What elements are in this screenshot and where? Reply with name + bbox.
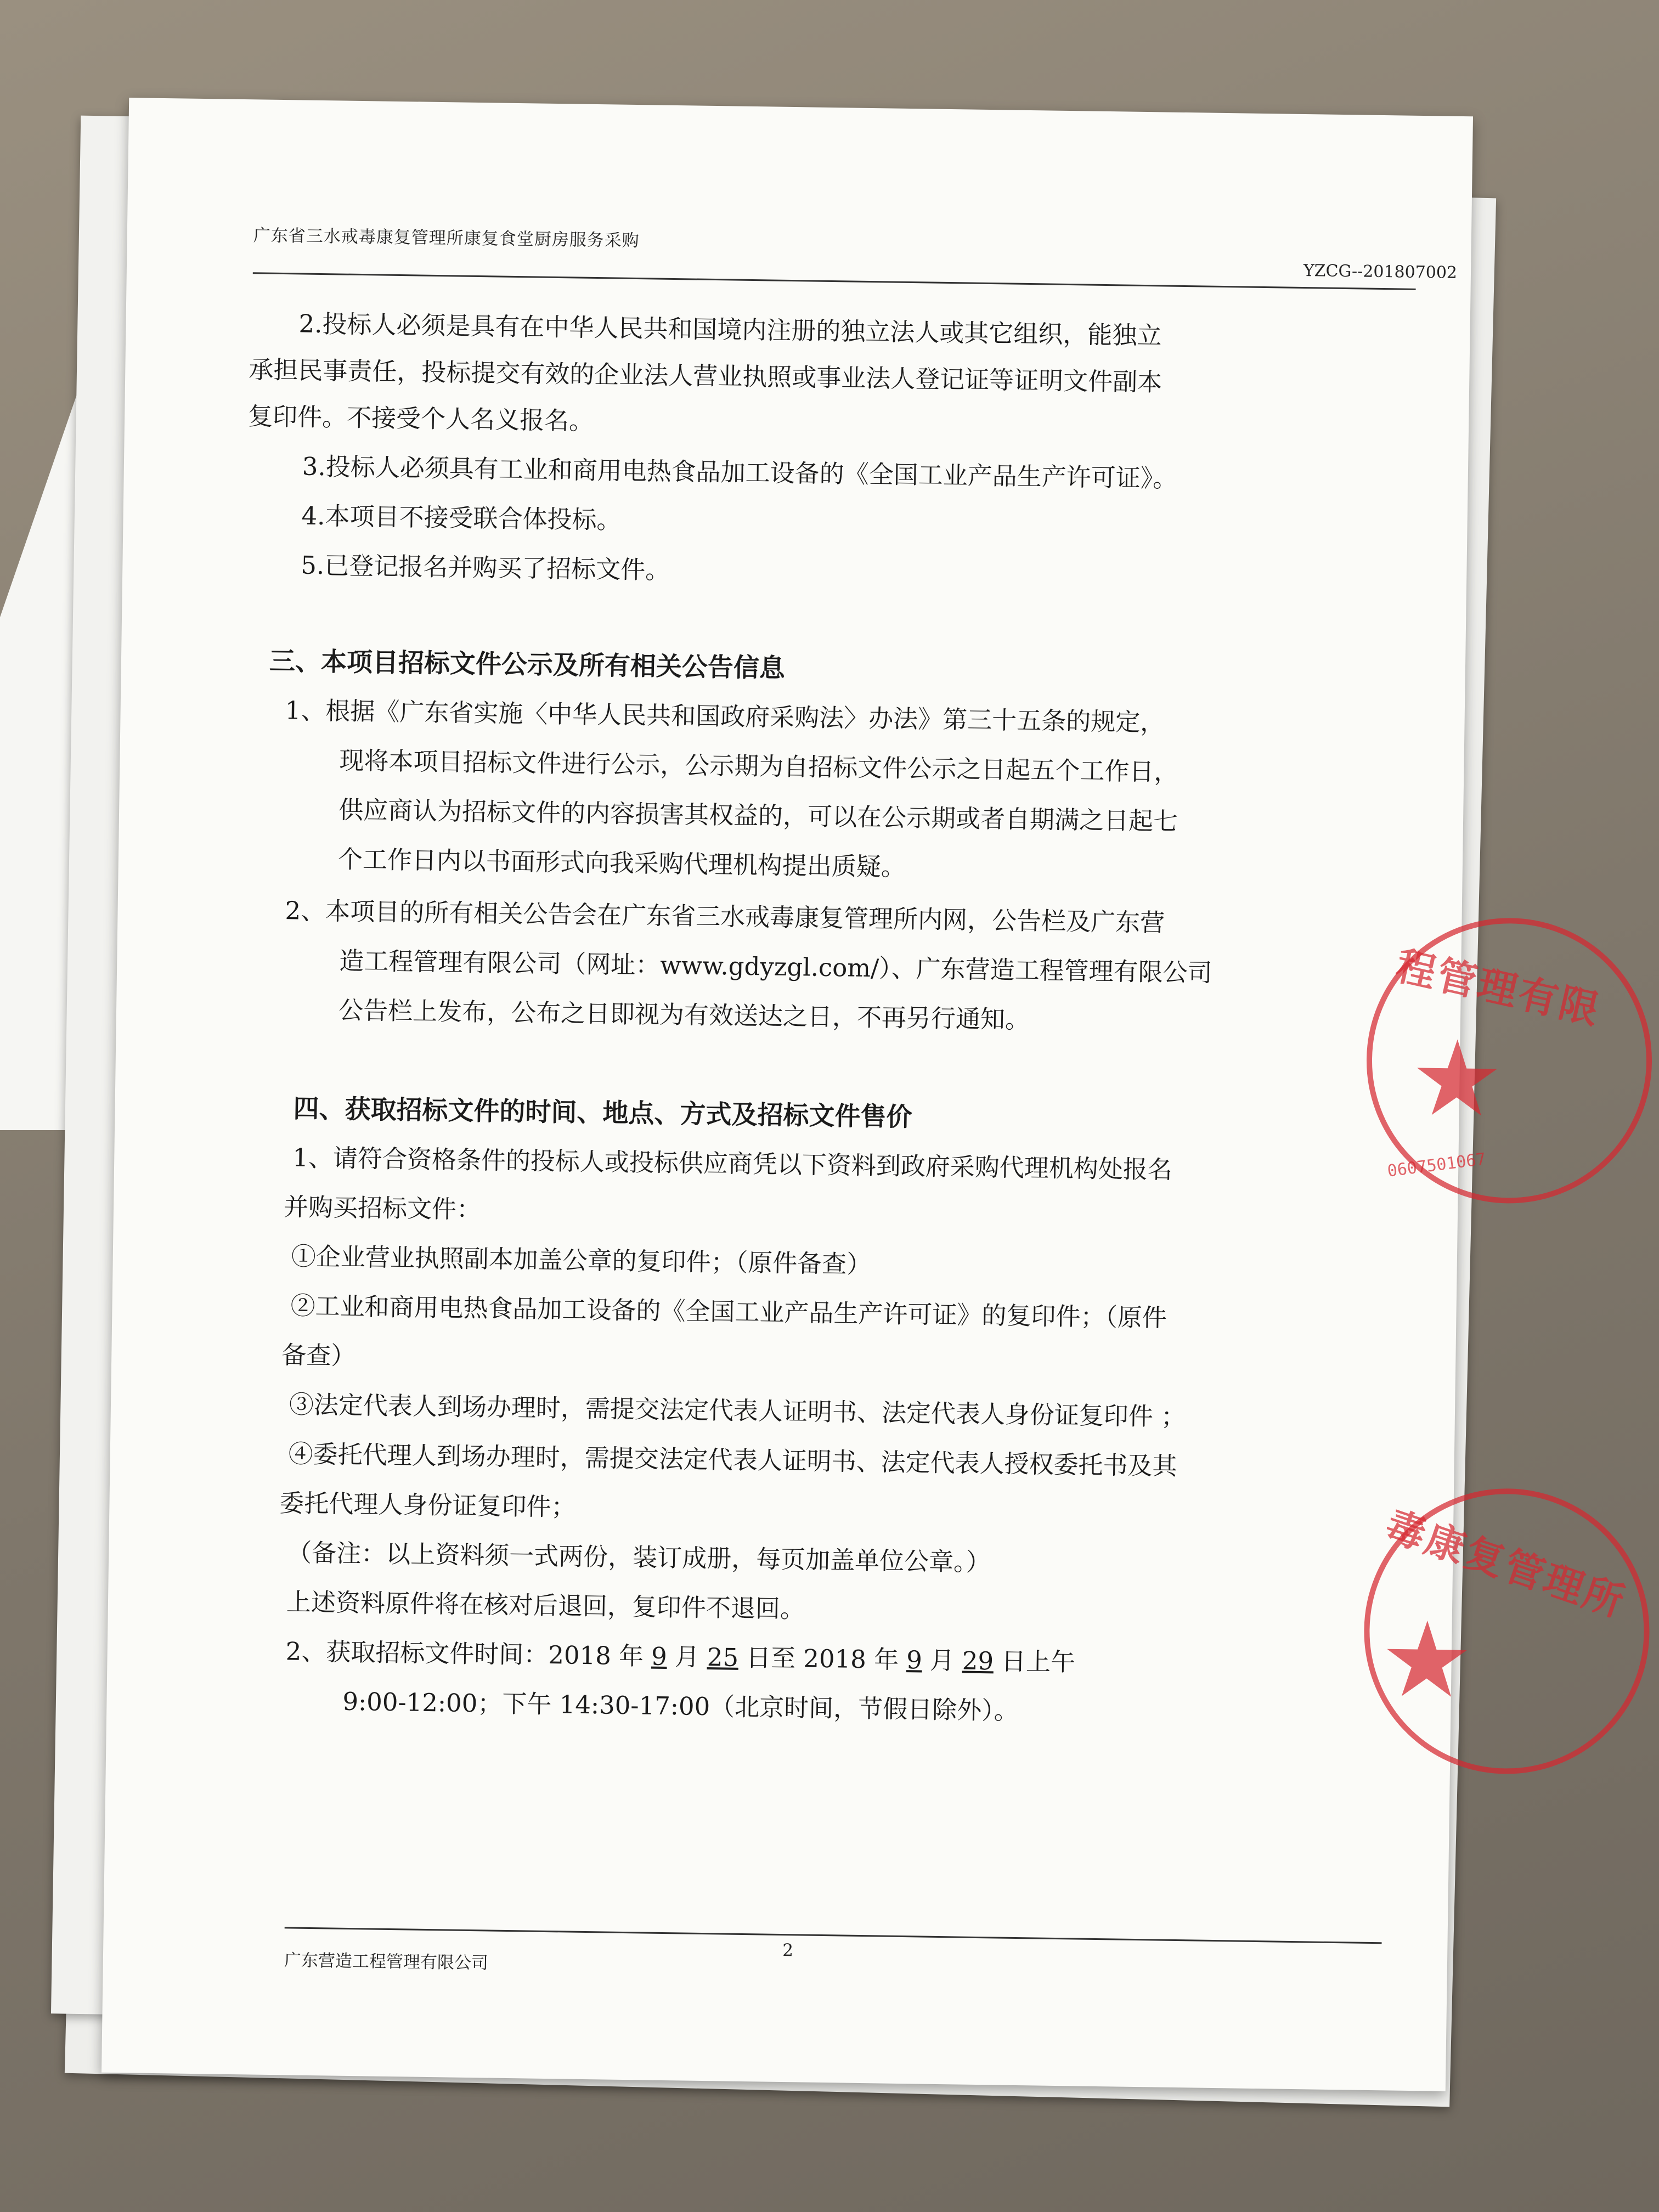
- header-title: 广东省三水戒毒康复管理所康复食堂厨房服务采购: [253, 225, 640, 251]
- date-range-prefix: 2、获取招标文件时间：2018 年: [285, 1637, 644, 1671]
- body-line: 并购买招标文件：: [283, 1192, 482, 1224]
- section-heading: 四、获取招标文件的时间、地点、方式及招标文件售价: [293, 1093, 912, 1133]
- star-icon: ★: [1409, 1017, 1505, 1141]
- body-line: ②工业和商用电热食品加工设备的《全国工业产品生产许可证》的复印件；（原件: [290, 1291, 1167, 1333]
- body-line: ①企业营业执照副本加盖公章的复印件；（原件备查）: [291, 1242, 872, 1279]
- header-code: YZCG--201807002: [1303, 261, 1458, 283]
- body-line: 5.已登记报名并购买了招标文件。: [301, 550, 670, 585]
- star-icon: ★: [1379, 1599, 1475, 1722]
- header-rule: [253, 272, 1416, 290]
- body-line: （备注：以上资料须一式两份，装订成册，每页加盖单位公章。）: [286, 1538, 991, 1577]
- date-range-suffix: 日上午: [1001, 1646, 1076, 1677]
- body-line: 1、请符合资格条件的投标人或投标供应商凭以下资料到政府采购代理机构处报名: [292, 1143, 1173, 1184]
- body-line: 委托代理人身份证复印件；: [279, 1488, 576, 1522]
- date-month-2: 9: [906, 1645, 923, 1675]
- body-line: 上述资料原件将在核对后退回，复印件不退回。: [286, 1587, 805, 1624]
- body-line: 供应商认为招标文件的内容损害其权益的，可以在公示期或者自期满之日起七: [338, 795, 1178, 836]
- seal-code: 0607501067: [1386, 1149, 1487, 1181]
- body-line: 4.本项目不接受联合体投标。: [301, 501, 622, 535]
- document-page: [101, 98, 1632, 2091]
- body-line: 9:00-12:00；下午 14:30-17:00（北京时间，节假日除外）。: [342, 1686, 1019, 1725]
- body-line: 备查）: [281, 1340, 356, 1371]
- body-line: 2.投标人必须是具有在中华人民共和国境内注册的独立法人或其它组织，能独立: [298, 309, 1162, 351]
- date-day-2: 29: [962, 1646, 994, 1676]
- footer-rule: [285, 1927, 1382, 1944]
- date-month-unit: 月: [929, 1645, 955, 1675]
- body-line: 2、本项目的所有相关公告会在广东省三水戒毒康复管理所内网，公告栏及广东营: [285, 896, 1165, 938]
- seal-text: 程管理有限: [1392, 941, 1606, 1034]
- section-heading: 三、本项目招标文件公示及所有相关公告信息: [269, 646, 786, 684]
- seal-text: 毒康复管理所: [1379, 1501, 1632, 1627]
- body-line: 承担民事责任，投标提交有效的企业法人营业执照或事业法人登记证等证明文件副本: [248, 355, 1163, 397]
- body-line: 造工程管理有限公司（网址：www.gdyzgl.com/）、广东营造工程管理有限公司: [338, 946, 1212, 988]
- body-line: 个工作日内以书面形式向我采购代理机构提出质疑。: [337, 844, 906, 882]
- body-line: ④委托代理人到场办理时，需提交法定代表人证明书、法定代表人授权委托书及其: [288, 1439, 1177, 1481]
- body-line: 3.投标人必须具有工业和商用电热食品加工设备的《全国工业产品生产许可证》。: [302, 452, 1178, 493]
- footer-company: 广东营造工程管理有限公司: [284, 1950, 489, 1973]
- body-line: 复印件。不接受个人名义报名。: [247, 402, 594, 436]
- page-number: 2: [782, 1940, 794, 1961]
- body-line: 公告栏上发布，公布之日即视为有效送达之日，不再另行通知。: [338, 995, 1030, 1035]
- body-line: [285, 1637, 1076, 1677]
- date-range-mid: 日至 2018 年: [746, 1643, 899, 1674]
- date-month-1: 9: [651, 1641, 668, 1672]
- date-day-1: 25: [707, 1643, 739, 1672]
- date-month-unit: 月: [674, 1642, 700, 1672]
- body-line: ③法定代表人到场办理时，需提交法定代表人证明书、法定代表人身份证复印件 ；: [289, 1390, 1186, 1432]
- body-line: 1、根据《广东省实施〈中华人民共和国政府采购法〉办法》第三十五条的规定，: [285, 696, 1165, 737]
- body-line: 现将本项目招标文件进行公示，公示期为自招标文件公示之日起五个工作日，: [339, 746, 1179, 787]
